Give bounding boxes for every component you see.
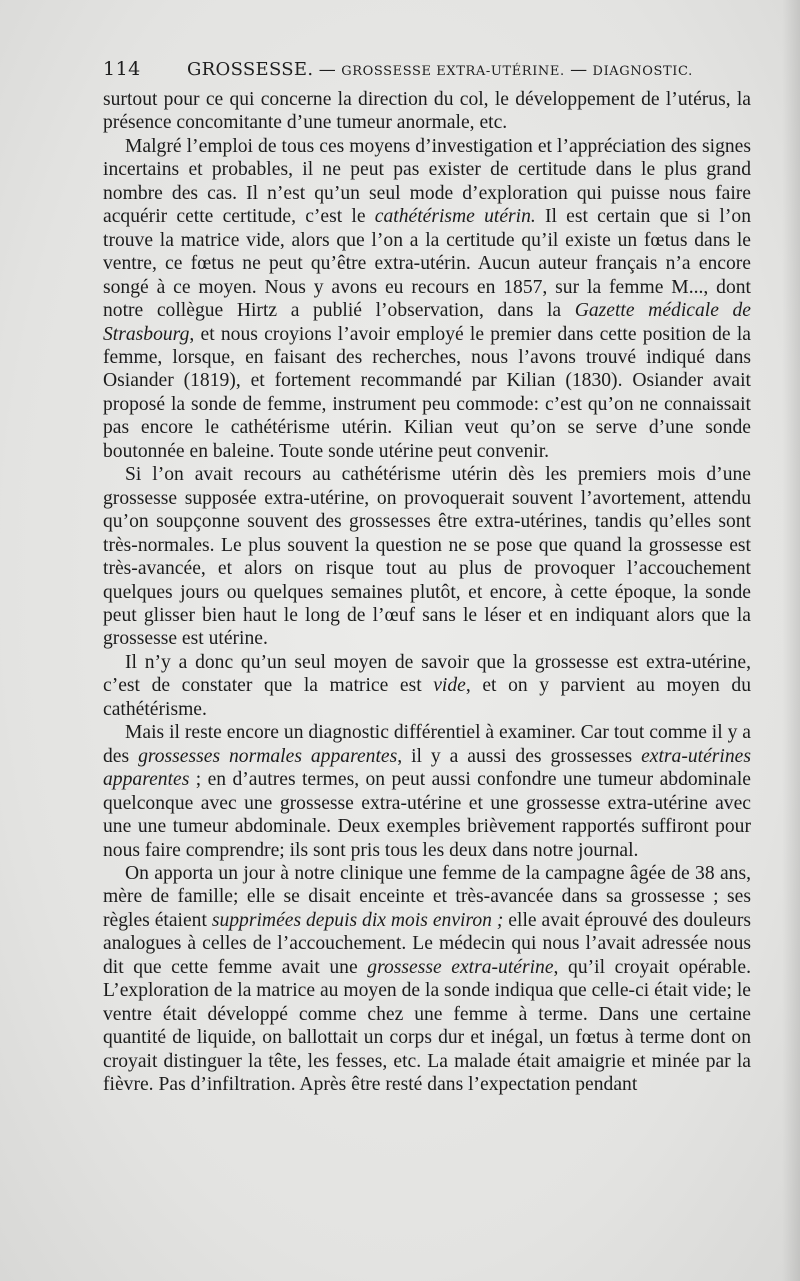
paragraph-continuation (103, 88, 751, 135)
paragraph-text: , et on y parvient au moyen du cathétérisme. (103, 675, 751, 720)
paragraph-text: , qu’il croyait opérable. L’exploration de la matrice au moyen de la sonde indiqua que celle-ci était vide; le ventre était développé comme chez une femme à terme. Dans une certaine quantité de liquide, on ballottait un corps dur et inégal, un fœtus à terme dont on croyait distinguer la tête, les fesses, etc. La malade était amaigrie et minée par la fièvre. Pas d’infiltration. Après être resté dans l’expectation pendant (103, 956, 751, 1096)
running-title-subsection: DIAGNOSTIC. (592, 64, 693, 79)
paragraph (103, 862, 751, 1097)
italic-term: vide (433, 675, 466, 697)
paragraph-text: , il y a aussi des grossesses (397, 745, 642, 767)
running-title-section: GROSSESSE EXTRA-UTÉRINE. (341, 64, 565, 79)
paragraph-text: Il n’y a donc qu’un seul moyen de savoir que la grossesse est extra-utérine, c’est de constater que la matrice est (103, 651, 751, 697)
running-title (187, 59, 693, 80)
running-header (103, 58, 763, 88)
page-gutter-shadow (782, 0, 800, 1281)
running-title-separator: — (318, 60, 336, 80)
italic-term: cathétérisme utérin. (374, 206, 536, 228)
paragraph-text: Si l’on avait recours au cathétérisme utérin dès les premiers mois d’une grossesse supposée extra-utérine, on provoquerait souvent l’avortement, attendu qu’on soupçonne souvent des grossesses être extra-utérines, tandis qu’elles sont très-normales. Le plus souvent la question ne se pose que quand la grossesse est très-avancée, et alors on risque tout au plus de provoquer l’accouchement quelques jours ou quelques semaines plutôt, et encore, à cette époque, la sonde peut glisser bien haut le long de l’œuf sans le léser et en indiquant alors que la grossesse est utérine. (103, 464, 751, 650)
paragraph (103, 721, 751, 862)
paragraph-text: surtout pour ce qui concerne la direction du col, le développement de l’utérus, la présence concomitante d’une tumeur anormale, etc. (103, 89, 751, 134)
running-title-separator: — (570, 60, 588, 80)
paragraph-text: Il est certain que si l’on trouve la matrice vide, alors que l’on a la certitude qu’il existe un fœtus dans le ventre, ce fœtus ne peut qu’être extra-utérin. Aucun auteur français n’a encore songé à ce moyen. Nous y avons eu recours en 1857, sur la femme M..., dont notre collègue Hirtz a publié l’observation, dans la (103, 206, 751, 322)
paragraph-text: Mais il reste encore un diagnostic différentiel à examiner. Car tout comme il y a des (103, 722, 751, 767)
paragraph-text: Malgré l’emploi de tous ces moyens d’investigation et l’appréciation des signes incertains et probables, il ne peut pas exister de certitude dans le plus grand nombre des cas. Il n’est qu’un seul mode d’exploration qui puisse nous faire acquérir cette certitude, c’est le (103, 135, 751, 228)
paragraph-text: , et nous croyions l’avoir employé le premier dans cette position de la femme, lorsque, en faisant des recherches, nous l’avons trouvé indiqué dans Osiander (1819), et fortement recommandé par Kilian (1830). Osiander avait proposé la sonde de femme, instrument peu commode: c’est qu’on ne connaissait pas encore le cathétérisme utérin. Kilian veut qu’on se serve d’une sonde boutonnée en baleine. Toute sonde utérine peut convenir. (103, 323, 751, 462)
italic-term: supprimées depuis dix mois environ ; (211, 909, 504, 931)
paragraph (103, 135, 751, 463)
italic-term: grossesse extra-utérine (367, 956, 554, 978)
italic-journal-title: Gazette médicale de Strasbourg (103, 300, 751, 345)
body-text (103, 88, 751, 1096)
paragraph-text: On apporta un jour à notre clinique une femme de la campagne âgée de 38 ans, mère de famille; elle se disait enceinte et très-avancée dans sa grossesse ; ses règles étaient (103, 862, 751, 931)
paragraph-text: ; en d’autres termes, on peut aussi confondre une tumeur abdominale quelconque avec une grossesse extra-utérine et une grossesse extra-utérine avec une une tumeur abdominale. Deux exemples brièvement rapportés suffiront pour nous faire comprendre; ils sont pris tous les deux dans notre journal. (103, 769, 751, 861)
paragraph (103, 651, 751, 721)
italic-term: grossesses normales apparentes (138, 745, 398, 767)
page-number: 114 (103, 58, 141, 80)
running-title-main: GROSSESSE. (187, 59, 314, 80)
paragraph (103, 463, 751, 651)
paragraph-text: elle avait éprouvé des douleurs analogues à celles de l’accouchement. Le médecin qui nous l’avait adressée nous dit que cette femme avait une (103, 909, 751, 978)
italic-term: extra-utérines apparentes (103, 745, 751, 791)
